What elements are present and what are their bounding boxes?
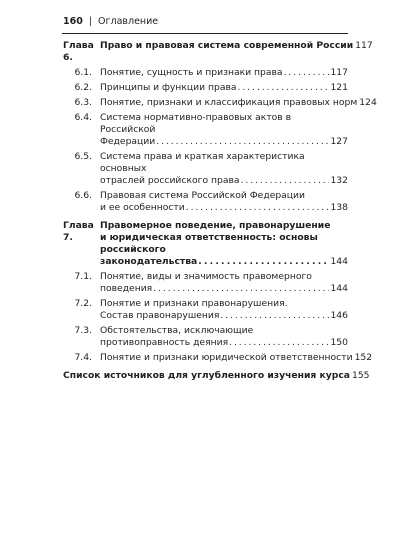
toc-item-7-4[interactable] (63, 352, 373, 364)
sources-page: 155 (351, 370, 370, 381)
toc-item-6-2[interactable] (63, 82, 348, 94)
item-page: 144 (330, 283, 348, 294)
item-page: 152 (354, 352, 373, 363)
item-number: 6.6. (74, 190, 92, 201)
leader-dots (153, 283, 329, 295)
header-rule (62, 33, 348, 34)
item-title: Понятие, признаки и классификация правовых норм (100, 97, 358, 108)
item-title: Состав правонарушения (100, 310, 220, 321)
item-number: 7.4. (74, 352, 92, 363)
item-title: отраслей российского права (100, 175, 240, 186)
chapter-title-line: и юридическая ответственность: основы российского (100, 232, 318, 255)
page-number: 160 (63, 16, 83, 27)
header-section-title: Оглавление (98, 16, 159, 27)
leader-dots (220, 310, 329, 322)
toc-item-7-1[interactable] (63, 271, 348, 295)
item-title: Федерации (100, 136, 156, 147)
item-page: 127 (330, 136, 348, 147)
item-title: поведения (100, 283, 153, 294)
item-title: и ее особенности (100, 202, 185, 213)
item-page: 138 (330, 202, 348, 213)
chapter-number: Глава 7. (63, 220, 94, 243)
item-number: 6.1. (74, 67, 92, 78)
chapter-title: законодательства (100, 256, 198, 267)
item-page: 146 (330, 310, 348, 321)
item-title: Принципы и функции права (100, 82, 237, 93)
leader-dots (229, 337, 329, 349)
item-title-line: Система права и краткая характеристика основных (100, 151, 305, 174)
toc-item-7-2[interactable] (63, 298, 348, 322)
toc-chapter-7[interactable] (63, 220, 348, 268)
item-number: 7.1. (74, 271, 92, 282)
item-title-line: Правовая система Российской Федерации (100, 190, 306, 201)
toc-chapter-6[interactable] (63, 40, 373, 64)
leader-dots (186, 202, 330, 214)
item-title-line: Система нормативно-правовых актов в Российской (100, 112, 292, 135)
toc-item-6-5[interactable] (63, 151, 348, 187)
item-title-line: Обстоятельства, исключающие (100, 325, 254, 336)
item-title: Понятие, сущность и признаки права (100, 67, 283, 78)
item-number: 7.3. (74, 325, 92, 336)
toc-item-7-3[interactable] (63, 325, 348, 349)
item-page: 150 (330, 337, 348, 348)
chapter-title-line: Правомерное поведение, правонарушение (100, 220, 331, 231)
header-separator: | (88, 16, 93, 27)
item-page: 124 (359, 97, 377, 108)
item-number: 6.4. (74, 112, 92, 123)
leader-dots (284, 67, 330, 79)
sources-title: Список источников для углубленного изучения курса (63, 370, 350, 381)
chapter-page: 144 (330, 256, 348, 267)
item-number: 7.2. (74, 298, 92, 309)
item-number: 6.3. (74, 97, 92, 108)
item-title-line: Понятие, виды и значимость правомерного (100, 271, 312, 282)
item-page: 132 (330, 175, 348, 186)
item-number: 6.2. (74, 82, 92, 93)
item-title: Понятие и признаки юридической ответственности (100, 352, 353, 363)
item-page: 117 (330, 67, 348, 78)
item-page: 121 (330, 82, 348, 93)
leader-dots (156, 136, 329, 148)
item-title-line: Понятие и признаки правонарушения. (100, 298, 288, 309)
chapter-title: Право и правовая система современной России (100, 40, 354, 51)
chapter-page: 117 (355, 40, 373, 51)
toc-item-6-6[interactable] (63, 190, 348, 214)
leader-dots (198, 256, 329, 268)
chapter-number: Глава 6. (63, 40, 94, 63)
leader-dots (238, 82, 330, 94)
running-header (63, 16, 158, 27)
item-title: противоправность деяния (100, 337, 229, 348)
item-number: 6.5. (74, 151, 92, 162)
leader-dots (241, 175, 330, 187)
toc-item-6-4[interactable] (63, 112, 348, 148)
toc-item-6-3[interactable] (63, 97, 377, 109)
table-of-contents (63, 40, 377, 382)
toc-sources[interactable] (63, 370, 370, 382)
toc-item-6-1[interactable] (63, 67, 348, 79)
